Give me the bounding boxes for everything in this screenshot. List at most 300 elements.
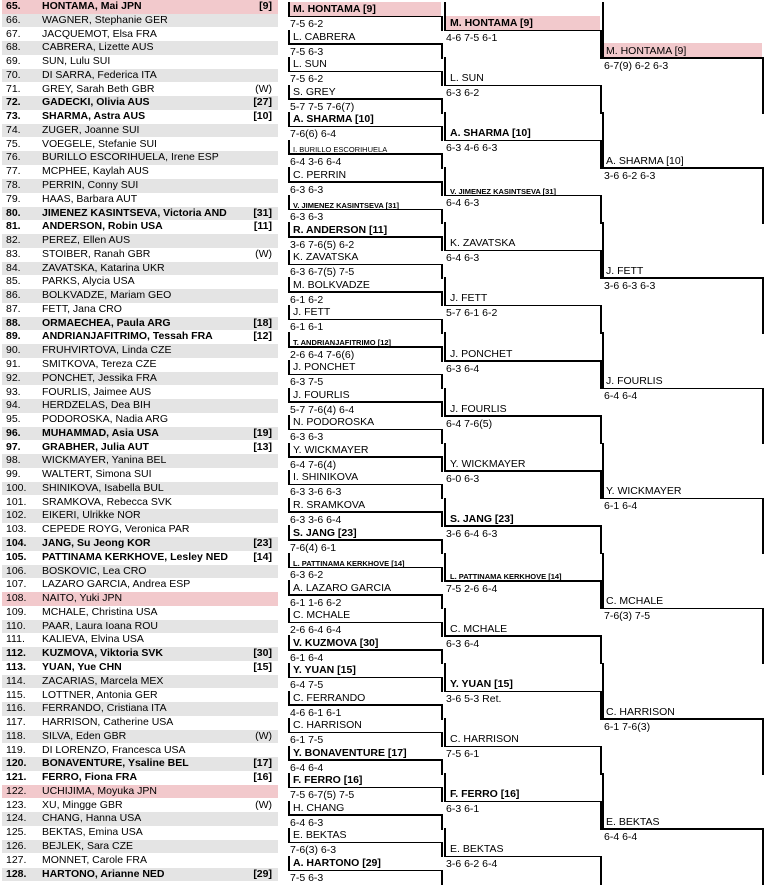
bracket-line <box>441 787 443 802</box>
player-row <box>2 372 278 386</box>
match-score: 6-4 6-3 <box>446 252 480 265</box>
bracket-line <box>289 43 441 45</box>
match-score: 6-1 6-4 <box>604 500 638 513</box>
match-winner-name: J. FETT <box>450 292 488 305</box>
bracket-line <box>603 277 762 279</box>
bracket-line <box>762 167 764 224</box>
match-winner-name: C. MCHALE <box>293 609 351 622</box>
player-number: 96. <box>6 426 21 439</box>
match-score: 6-3 6-4 <box>446 637 480 650</box>
bracket-line <box>602 443 604 500</box>
match-score: 4-6 7-5 6-1 <box>446 32 498 45</box>
player-name: GREY, Sarah Beth GBR <box>42 82 155 95</box>
player-number: 71. <box>6 82 21 95</box>
bracket-line <box>445 250 600 252</box>
bracket-line <box>289 484 441 486</box>
player-number: 98. <box>6 454 21 467</box>
player-row <box>2 234 278 248</box>
player-number: 74. <box>6 123 21 136</box>
player-name: WALTERT, Simona SUI <box>42 468 152 481</box>
match-winner-name: J. PONCHET <box>293 361 356 374</box>
player-name: YUAN, Yue CHN <box>42 660 122 673</box>
player-number: 115. <box>6 688 26 701</box>
bracket-line <box>289 704 441 706</box>
player-name: ANDERSON, Robin USA <box>42 220 163 233</box>
bracket-line <box>445 140 600 142</box>
player-number: 111. <box>6 633 25 646</box>
bracket-line <box>289 264 441 266</box>
match-winner-name: I. BURILLO ESCORIHUELA <box>293 145 388 155</box>
player-name: BURILLO ESCORIHUELA, Irene ESP <box>42 151 219 164</box>
player-seed: [15] <box>253 660 272 673</box>
bracket-line <box>289 539 441 541</box>
player-name: CHANG, Hanna USA <box>42 812 142 825</box>
bracket-line <box>444 388 446 417</box>
match-winner-name: S. JANG [23] <box>450 512 514 525</box>
bracket-line <box>602 663 604 720</box>
match-score: 6-4 6-4 <box>604 390 638 403</box>
player-number: 120. <box>6 757 27 770</box>
bracket-line <box>444 553 446 582</box>
player-row <box>2 620 278 634</box>
player-row <box>2 661 278 675</box>
player-name: BOSKOVIC, Lea CRO <box>42 564 147 577</box>
player-name: MUHAMMAD, Asia USA <box>42 426 159 439</box>
player-number: 86. <box>6 289 21 302</box>
match-winner-name: C. HARRISON <box>606 705 675 718</box>
match-winner-name: E. BEKTAS <box>450 843 504 856</box>
player-row <box>2 675 278 689</box>
bracket-line <box>603 498 762 500</box>
player-name: SRAMKOVA, Rebecca SVK <box>42 495 172 508</box>
player-name: BEJLEK, Sara CZE <box>42 839 134 852</box>
player-name: ZACARIAS, Marcela MEX <box>42 674 164 687</box>
bracket-line <box>444 332 446 361</box>
bracket-line <box>289 814 441 816</box>
match-score: 6-0 6-3 <box>446 472 480 485</box>
bracket-line <box>600 195 602 224</box>
match-score: 6-1 7-5 <box>290 734 324 747</box>
bracket-line <box>289 594 441 596</box>
match-winner-name: Y. YUAN [15] <box>450 678 513 690</box>
player-row <box>2 220 278 234</box>
match-score: 6-3 6-2 <box>290 569 324 582</box>
bracket-line <box>603 57 762 59</box>
player-number: 125. <box>6 826 27 839</box>
player-number: 102. <box>6 509 27 522</box>
player-name: WICKMAYER, Yanina BEL <box>42 454 167 467</box>
match-score: 5-7 6-1 6-2 <box>446 307 498 320</box>
bracket-line <box>441 649 443 664</box>
player-name: ZAVATSKA, Katarina UKR <box>42 261 165 274</box>
match-winner-name: E. BEKTAS <box>606 815 660 828</box>
match-winner-name: C. PERRIN <box>293 168 347 181</box>
player-row <box>2 496 278 510</box>
player-seed: [31] <box>253 206 272 219</box>
player-number: 117. <box>6 716 26 729</box>
bracket-line <box>441 567 443 582</box>
match-winner-name: J. FOURLIS <box>450 402 507 415</box>
player-seed: [16] <box>253 771 272 784</box>
match-score: 6-3 6-2 <box>446 87 480 100</box>
bracket-line <box>289 16 441 18</box>
player-seed: [12] <box>253 330 272 343</box>
bracket-line <box>441 622 443 637</box>
bracket-line <box>762 277 764 334</box>
bracket-line <box>602 222 604 279</box>
player-name: ANDRIANJAFITRIMO, Tessah FRA <box>42 330 213 343</box>
bracket-line <box>444 498 446 527</box>
player-row <box>2 840 278 854</box>
player-row <box>2 509 278 523</box>
player-number: 89. <box>6 330 21 343</box>
player-name: LAZARO GARCIA, Andrea ESP <box>42 578 191 591</box>
player-row <box>2 868 278 882</box>
player-row <box>2 633 278 647</box>
match-score: 5-7 7-5 7-6(7) <box>290 100 355 113</box>
bracket-line <box>441 429 443 444</box>
bracket-line <box>600 415 602 444</box>
player-seed: [13] <box>253 440 272 453</box>
bracket-line <box>602 112 604 169</box>
match-winner-name: L. CABRERA <box>293 30 356 43</box>
player-row <box>2 399 278 413</box>
bracket-line <box>441 401 443 416</box>
player-name: JACQUEMOT, Elsa FRA <box>42 27 157 40</box>
match-score: 6-1 6-1 <box>290 321 324 334</box>
bracket-line <box>600 856 602 885</box>
player-number: 69. <box>6 55 21 68</box>
player-name: GRABHER, Julia AUT <box>42 440 149 453</box>
player-seed: [23] <box>253 537 272 550</box>
player-number: 81. <box>6 220 21 233</box>
match-winner-name: R. ANDERSON [11] <box>293 223 388 236</box>
bracket-line <box>600 305 602 334</box>
player-seed: (W) <box>255 82 272 95</box>
player-row <box>2 716 278 730</box>
bracket-line <box>762 608 764 665</box>
player-row <box>2 83 278 97</box>
player-number: 79. <box>6 192 21 205</box>
bracket-line <box>603 388 762 390</box>
bracket-line <box>441 759 443 774</box>
match-score: 7-5 2-6 6-4 <box>446 582 498 595</box>
bracket-line <box>441 98 443 113</box>
match-winner-name: F. FERRO [16] <box>293 774 363 787</box>
player-number: 88. <box>6 316 21 329</box>
player-seed: [19] <box>253 426 272 439</box>
player-name: DI LORENZO, Francesca USA <box>42 743 186 756</box>
player-name: JIMENEZ KASINTSEVA, Victoria AND <box>42 206 227 219</box>
player-number: 128. <box>6 867 27 880</box>
bracket-line <box>289 429 441 431</box>
bracket-line <box>445 30 600 32</box>
player-row <box>2 303 278 317</box>
match-score: 6-4 6-3 <box>446 197 480 210</box>
bracket-line <box>445 856 600 858</box>
player-name: SILVA, Eden GBR <box>42 729 127 742</box>
bracket-line <box>600 635 602 664</box>
player-number: 67. <box>6 27 21 40</box>
match-winner-name: V. KUZMOVA [30] <box>293 636 379 649</box>
bracket-line <box>445 415 600 417</box>
match-winner-name: J. FETT <box>293 306 331 319</box>
player-row <box>2 138 278 152</box>
bracket-line <box>289 870 441 872</box>
match-winner-name: M. HONTAMA [9] <box>293 3 376 16</box>
bracket-line <box>445 85 600 87</box>
player-row <box>2 744 278 758</box>
bracket-line <box>441 511 443 526</box>
player-number: 78. <box>6 179 21 191</box>
player-row <box>2 523 278 537</box>
bracket-line <box>289 71 441 73</box>
player-name: FERRANDO, Cristiana ITA <box>42 702 167 715</box>
player-name: PONCHET, Jessika FRA <box>42 371 157 384</box>
match-score: 6-4 6-4 <box>604 830 638 843</box>
bracket-line <box>289 374 441 376</box>
match-score: 6-4 7-5 <box>290 679 324 692</box>
player-number: 113. <box>6 660 26 673</box>
match-score: 6-1 6-4 <box>290 651 324 664</box>
player-name: MONNET, Carole FRA <box>42 853 148 866</box>
bracket-line <box>441 814 443 829</box>
player-name: ZUGER, Joanne SUI <box>42 123 140 136</box>
bracket-line <box>445 470 600 472</box>
bracket-line <box>441 126 443 141</box>
bracket-line <box>441 153 443 168</box>
bracket-line <box>289 677 441 679</box>
match-winner-name: Y. WICKMAYER <box>606 485 682 498</box>
match-score: 3-6 6-2 6-3 <box>604 169 656 182</box>
match-winner-name: T. ANDRIANJAFITRIMO [12] <box>293 338 392 348</box>
player-row <box>2 785 278 799</box>
player-number: 116. <box>6 702 26 715</box>
player-row <box>2 565 278 579</box>
match-winner-name: A. SHARMA [10] <box>606 154 684 167</box>
player-row <box>2 826 278 840</box>
match-winner-name: N. PODOROSKA <box>293 416 375 429</box>
player-seed: [27] <box>253 96 272 109</box>
player-row <box>2 14 278 28</box>
player-row <box>2 179 278 193</box>
bracket-line <box>444 222 446 251</box>
bracket-line <box>603 718 762 720</box>
match-score: 6-3 6-3 <box>290 183 324 196</box>
match-winner-name: J. FOURLIS <box>606 375 663 388</box>
bracket-line <box>445 691 600 693</box>
player-number: 73. <box>6 110 21 123</box>
match-winner-name: S. JANG [23] <box>293 526 357 539</box>
player-row <box>2 165 278 179</box>
bracket-line <box>441 704 443 719</box>
player-number: 109. <box>6 605 27 618</box>
player-name: FETT, Jana CRO <box>42 302 122 315</box>
player-name: PATTINAMA KERKHOVE, Lesley NED <box>42 550 228 563</box>
player-row <box>2 275 278 289</box>
player-name: HERDZELAS, Dea BIH <box>42 399 151 412</box>
bracket-line <box>441 346 443 361</box>
player-row <box>2 592 278 606</box>
bracket-line <box>441 319 443 334</box>
bracket-line <box>289 759 441 761</box>
player-row <box>2 454 278 468</box>
match-winner-name: J. PONCHET <box>450 347 513 360</box>
player-number: 66. <box>6 13 21 26</box>
bracket-line <box>289 181 441 183</box>
player-number: 68. <box>6 41 21 54</box>
player-number: 95. <box>6 413 21 426</box>
player-name: BEKTAS, Emina USA <box>42 826 143 839</box>
player-number: 123. <box>6 798 27 811</box>
bracket-line <box>289 98 441 100</box>
player-row <box>2 812 278 826</box>
bracket-line <box>289 842 441 844</box>
player-name: BONAVENTURE, Ysaline BEL <box>42 757 189 770</box>
bracket-line <box>762 388 764 445</box>
player-number: 84. <box>6 261 21 274</box>
player-seed: (W) <box>255 247 272 260</box>
player-row <box>2 0 278 14</box>
player-number: 108. <box>6 592 27 605</box>
player-name: EIKERI, Ulrikke NOR <box>42 509 141 522</box>
bracket-line <box>444 608 446 637</box>
player-number: 72. <box>6 96 21 109</box>
match-winner-name: L. SUN <box>293 58 327 71</box>
player-row <box>2 317 278 331</box>
player-number: 107. <box>6 578 27 591</box>
bracket-line <box>289 787 441 789</box>
match-score: 7-5 6-1 <box>446 748 480 761</box>
player-row <box>2 386 278 400</box>
bracket-line <box>441 181 443 196</box>
player-number: 75. <box>6 137 21 150</box>
bracket-line <box>289 236 441 238</box>
player-row <box>2 289 278 303</box>
bracket-line <box>441 870 443 885</box>
player-number: 83. <box>6 247 21 260</box>
player-row <box>2 537 278 551</box>
player-number: 104. <box>6 537 27 550</box>
match-score: 6-3 6-1 <box>446 803 480 816</box>
player-row <box>2 96 278 110</box>
bracket-line <box>444 57 446 86</box>
match-score: 7-6(3) 6-3 <box>290 844 337 857</box>
player-seed: [17] <box>253 757 272 770</box>
player-row <box>2 730 278 744</box>
bracket-line <box>444 2 446 31</box>
player-number: 119. <box>6 743 26 756</box>
player-row <box>2 757 278 771</box>
match-score: 6-3 6-7(5) 7-5 <box>290 266 355 279</box>
bracket-line <box>762 498 764 555</box>
player-name: HARTONO, Arianne NED <box>42 867 165 880</box>
bracket-line <box>445 801 600 803</box>
match-score: 3-6 6-3 6-3 <box>604 279 656 292</box>
player-number: 97. <box>6 440 21 453</box>
player-number: 76. <box>6 151 21 164</box>
bracket-line <box>444 663 446 692</box>
player-seed: [30] <box>253 647 272 660</box>
player-number: 85. <box>6 275 21 288</box>
match-winner-name: K. ZAVATSKA <box>450 237 516 250</box>
player-number: 91. <box>6 358 21 371</box>
match-winner-name: V. JIMENEZ KASINTSEVA [31] <box>293 200 399 210</box>
bracket-line <box>445 635 600 637</box>
player-name: PARKS, Alycia USA <box>42 275 135 288</box>
match-winner-name: C. HARRISON <box>450 733 519 746</box>
player-row <box>2 358 278 372</box>
match-winner-name: A. SHARMA [10] <box>293 113 374 126</box>
player-name: MCHALE, Christina USA <box>42 605 158 618</box>
player-row <box>2 124 278 138</box>
player-seed: (W) <box>255 729 272 742</box>
match-score: 3-6 6-4 6-3 <box>446 527 498 540</box>
match-winner-name: L. PATTINAMA KERKHOVE [14] <box>450 572 562 582</box>
match-winner-name: L. SUN <box>450 72 484 85</box>
player-name: WAGNER, Stephanie GER <box>42 13 168 26</box>
bracket-line <box>762 57 764 114</box>
bracket-line <box>602 553 604 610</box>
match-score: 7-5 6-2 <box>290 73 324 86</box>
match-score: 2-6 6-4 6-4 <box>290 624 342 637</box>
player-row <box>2 193 278 207</box>
player-number: 99. <box>6 468 21 481</box>
bracket-line <box>441 291 443 306</box>
player-row <box>2 151 278 165</box>
player-number: 112. <box>6 647 26 660</box>
player-name: UCHIJIMA, Moyuka JPN <box>42 784 157 797</box>
player-row <box>2 110 278 124</box>
player-number: 77. <box>6 165 21 178</box>
bracket-line <box>289 511 441 513</box>
bracket-line <box>600 85 602 114</box>
player-row <box>2 647 278 661</box>
bracket-line <box>441 71 443 86</box>
player-name: FERRO, Fiona FRA <box>42 771 138 784</box>
match-winner-name: V. JIMENEZ KASINTSEVA [31] <box>450 186 556 196</box>
player-row <box>2 330 278 344</box>
bracket-line <box>289 126 441 128</box>
bracket-line <box>441 264 443 279</box>
match-score: 7-6(4) 6-1 <box>290 541 337 554</box>
player-number: 114. <box>6 674 26 687</box>
match-score: 6-4 7-6(5) <box>446 417 493 430</box>
bracket-line <box>444 277 446 306</box>
player-name: MCPHEE, Kaylah AUS <box>42 165 149 178</box>
player-row <box>2 69 278 83</box>
bracket-line <box>602 2 604 59</box>
player-name: BOLKVADZE, Mariam GEO <box>42 289 172 302</box>
player-row <box>2 689 278 703</box>
player-name: XU, Mingge GBR <box>42 798 123 811</box>
bracket-line <box>441 16 443 31</box>
bracket-line <box>289 732 441 734</box>
bracket-line <box>600 746 602 775</box>
player-seed: [11] <box>253 220 272 233</box>
player-row <box>2 344 278 358</box>
player-name: SUN, Lulu SUI <box>42 55 111 68</box>
player-row <box>2 28 278 42</box>
player-name: STOIBER, Ranah GBR <box>42 247 151 260</box>
bracket-line <box>289 291 441 293</box>
player-name: LOTTNER, Antonia GER <box>42 688 158 701</box>
bracket-line <box>444 112 446 141</box>
bracket-line <box>441 677 443 692</box>
bracket-line <box>602 332 604 389</box>
player-number: 65. <box>6 0 21 12</box>
player-name: KALIEVA, Elvina USA <box>42 633 144 646</box>
